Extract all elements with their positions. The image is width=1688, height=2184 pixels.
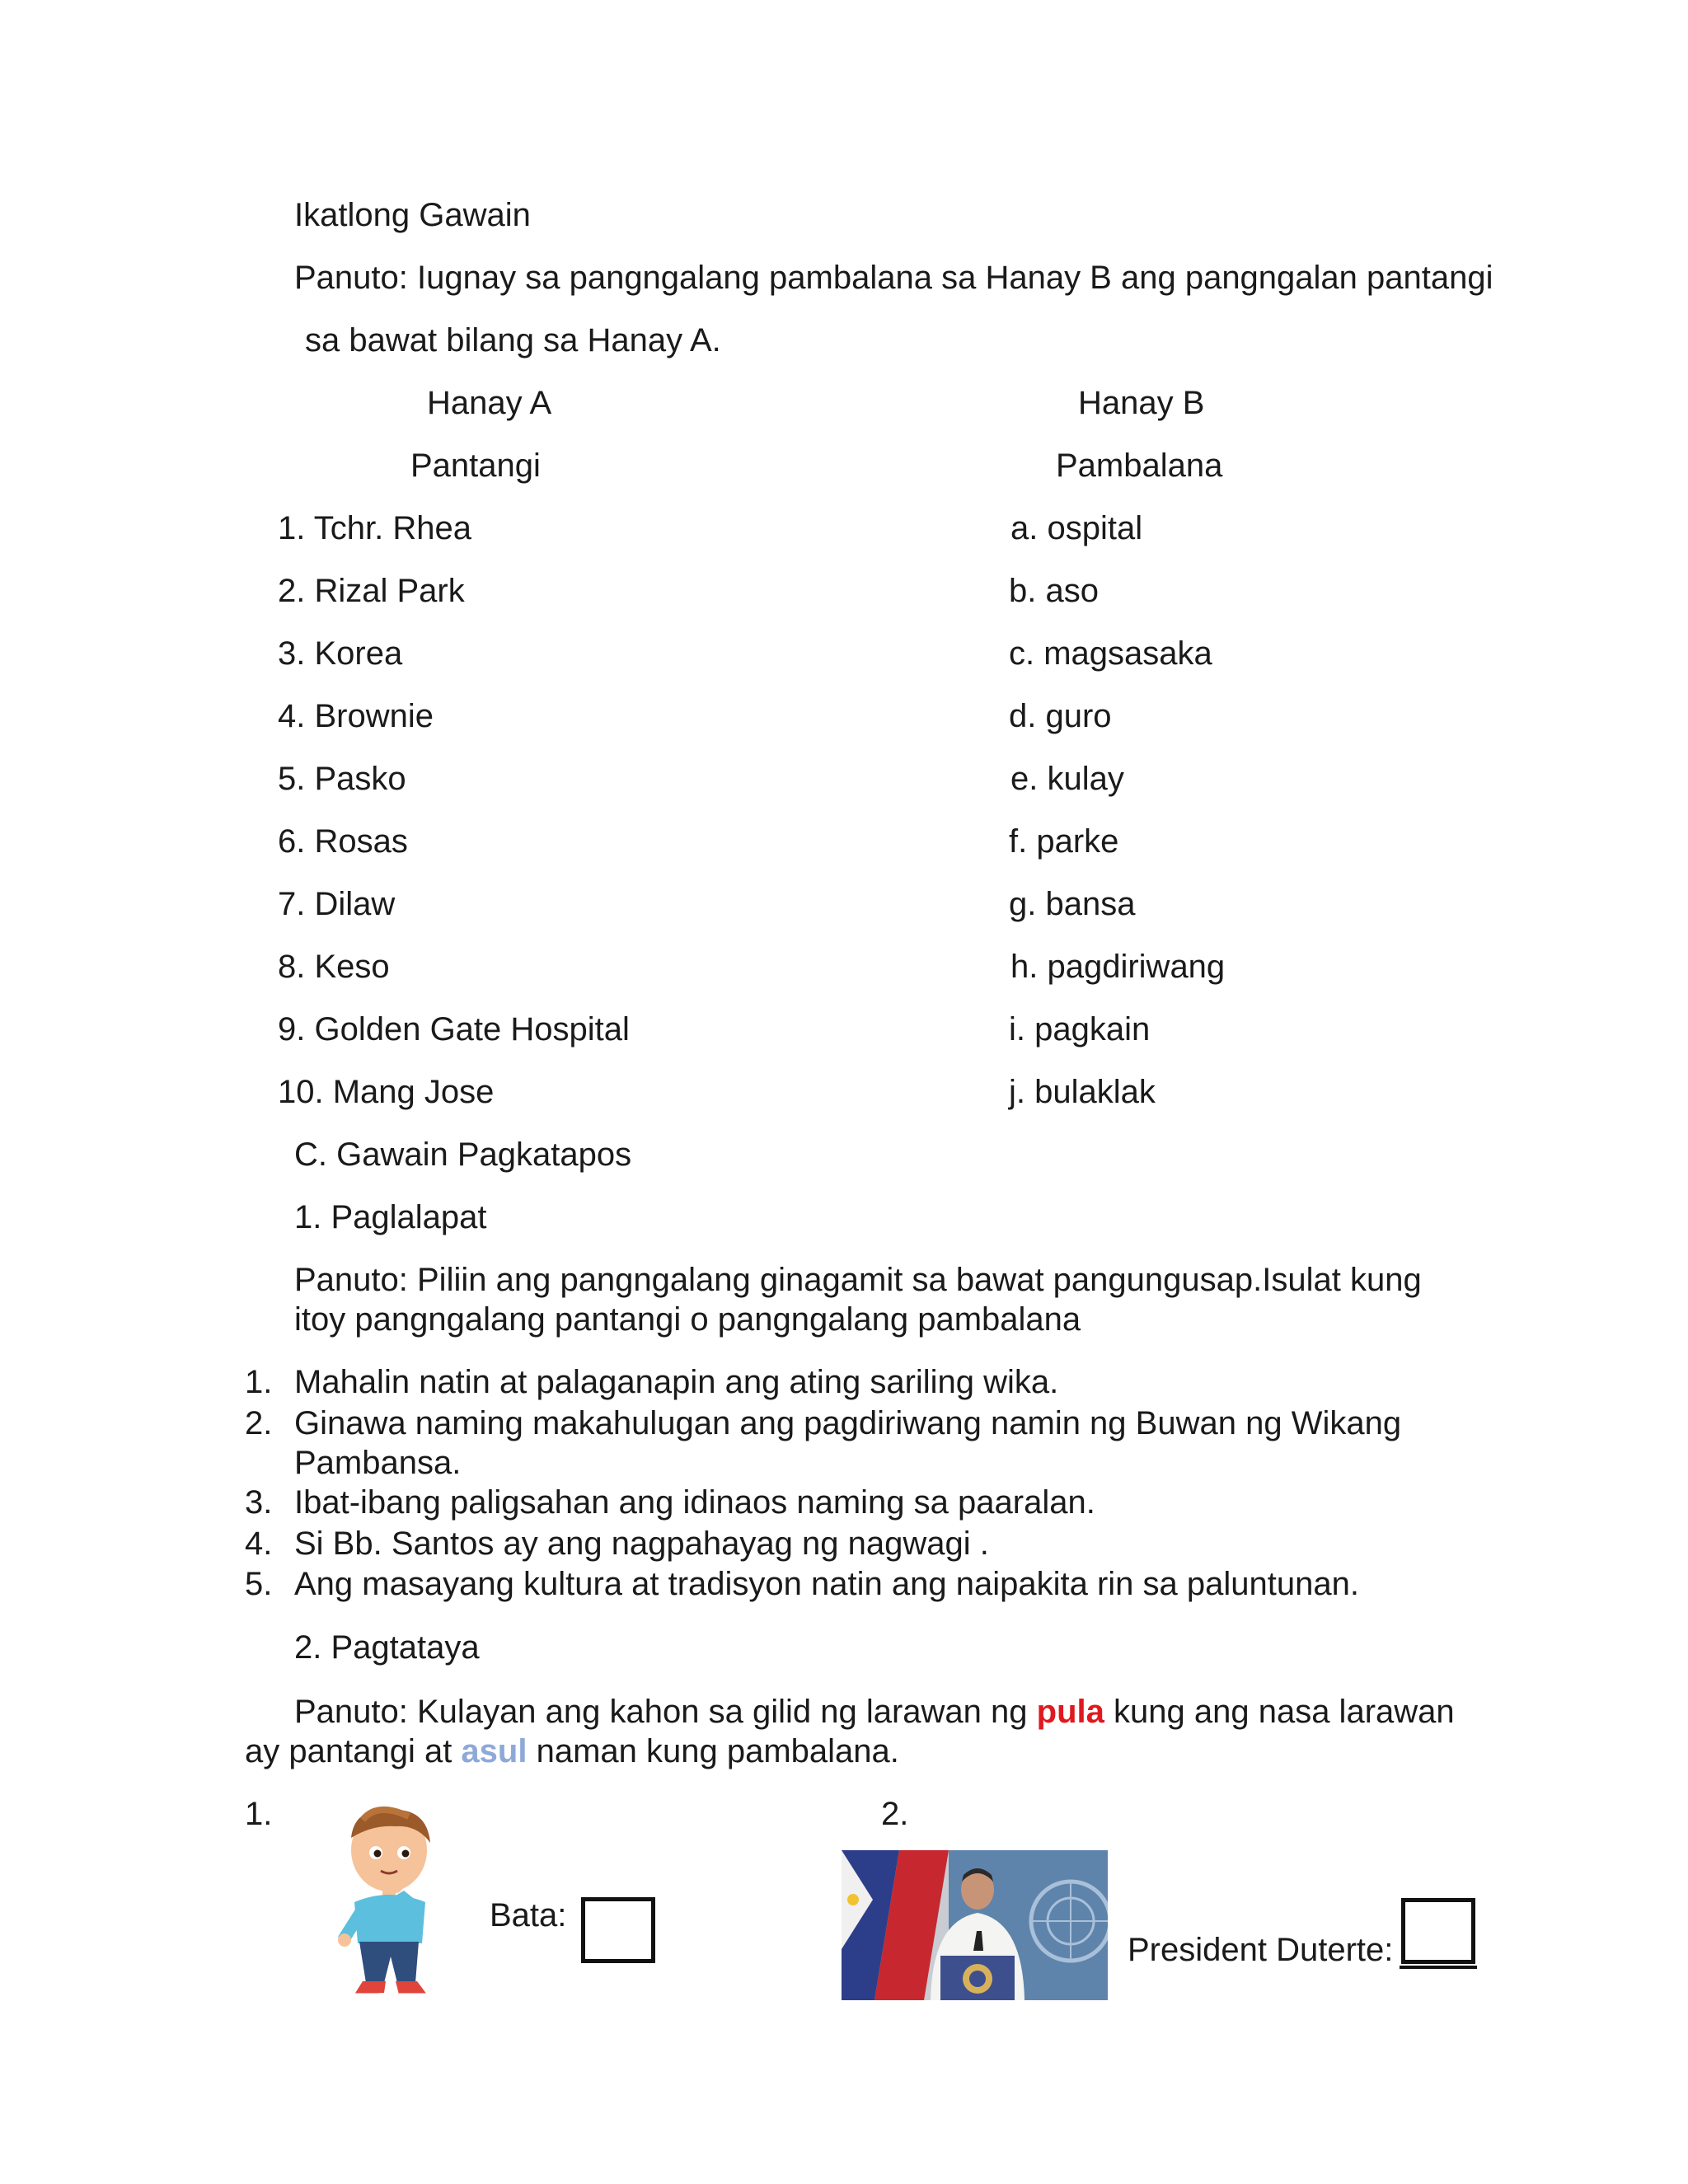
bata-label: Bata: (490, 1897, 567, 1933)
column-a-item: 4. Brownie (278, 698, 434, 734)
column-b-item: j. bulaklak (1009, 1074, 1156, 1110)
column-a-item: 8. Keso (278, 949, 390, 985)
column-b-item: g. bansa (1009, 886, 1136, 922)
red-color-word: pula (1036, 1694, 1104, 1730)
boy-illustration (330, 1805, 453, 2003)
column-a-item: 6. Rosas (278, 823, 408, 860)
picture-1-number: 1. (245, 1796, 273, 1832)
column-b-item: c. magsasaka (1009, 635, 1212, 672)
column-b-item: e. kulay (1010, 761, 1124, 797)
instruction-3-text: kung ang nasa larawan (1104, 1694, 1455, 1730)
instruction-3-line-1 (294, 1692, 1455, 1732)
column-a-item: 10. Mang Jose (278, 1074, 495, 1110)
bata-answer-box[interactable] (581, 1897, 655, 1963)
column-b-heading: Hanay B (1078, 385, 1205, 421)
blue-color-word: asul (461, 1733, 528, 1769)
sentence-number: 5. (245, 1566, 273, 1602)
sentence-text: Si Bb. Santos ay ang nagpahayag ng nagwagi . (294, 1526, 989, 1562)
instruction-2-line-1: Panuto: Piliin ang pangngalang ginagamit sa bawat pangungusap.Isulat kung (294, 1262, 1422, 1298)
sentence-number: 2. (245, 1405, 273, 1441)
sentence-text: Mahalin natin at palaganapin ang ating sariling wika. (294, 1364, 1059, 1400)
instruction-3-text: ay pantangi at (245, 1733, 462, 1769)
president-duterte-label: President Duterte: (1128, 1932, 1394, 1968)
column-b-item: f. parke (1009, 823, 1119, 860)
activity-title: Ikatlong Gawain (294, 197, 531, 233)
column-a-item: 7. Dilaw (278, 886, 396, 922)
sentence-number: 1. (245, 1364, 273, 1400)
sentence-text: Ibat-ibang paligsahan ang idinaos naming sa paaralan. (294, 1484, 1095, 1521)
president-photo (842, 1850, 1108, 2000)
instruction-3-line-2 (245, 1732, 899, 1771)
president-answer-box[interactable] (1401, 1898, 1475, 1964)
column-a-item: 9. Golden Gate Hospital (278, 1011, 630, 1047)
instruction-1-line-1: Panuto: Iugnay sa pangngalang pambalana sa Hanay B ang pangngalan pantangi (294, 260, 1493, 296)
column-b-subheading: Pambalana (1056, 448, 1223, 484)
column-a-heading: Hanay A (427, 385, 552, 421)
column-b-item: b. aso (1009, 573, 1099, 609)
subsection-1-heading: 1. Paglalapat (294, 1199, 487, 1235)
sentence-number: 4. (245, 1526, 273, 1562)
sentence-text: Ginawa naming makahulugan ang pagdiriwang namin ng Buwan ng Wikang (294, 1405, 1402, 1441)
subsection-2-heading: 2. Pagtataya (294, 1629, 480, 1666)
column-a-item: 5. Pasko (278, 761, 406, 797)
column-b-item: i. pagkain (1009, 1011, 1151, 1047)
picture-2-number: 2. (881, 1796, 909, 1832)
instruction-3-text: Panuto: Kulayan ang kahon sa gilid ng larawan ng (294, 1694, 1037, 1730)
column-b-item: h. pagdiriwang (1010, 949, 1226, 985)
column-b-item: a. ospital (1010, 510, 1143, 546)
sentence-text-continued: Pambansa. (294, 1445, 462, 1481)
column-a-item: 1. Tchr. Rhea (278, 510, 471, 546)
sentence-text: Ang masayang kultura at tradisyon natin ang naipakita rin sa paluntunan. (294, 1566, 1359, 1602)
column-a-item: 3. Korea (278, 635, 403, 672)
column-a-item: 2. Rizal Park (278, 573, 465, 609)
sentence-number: 3. (245, 1484, 273, 1521)
instruction-1-line-2: sa bawat bilang sa Hanay A. (305, 322, 721, 359)
answer-underline (1400, 1966, 1477, 1969)
section-c-heading: C. Gawain Pagkatapos (294, 1137, 632, 1173)
column-a-subheading: Pantangi (410, 448, 541, 484)
column-b-item: d. guro (1009, 698, 1112, 734)
instruction-3-text: naman kung pambalana. (527, 1733, 899, 1769)
instruction-2-line-2: itoy pangngalang pantangi o pangngalang pambalana (294, 1301, 1081, 1338)
